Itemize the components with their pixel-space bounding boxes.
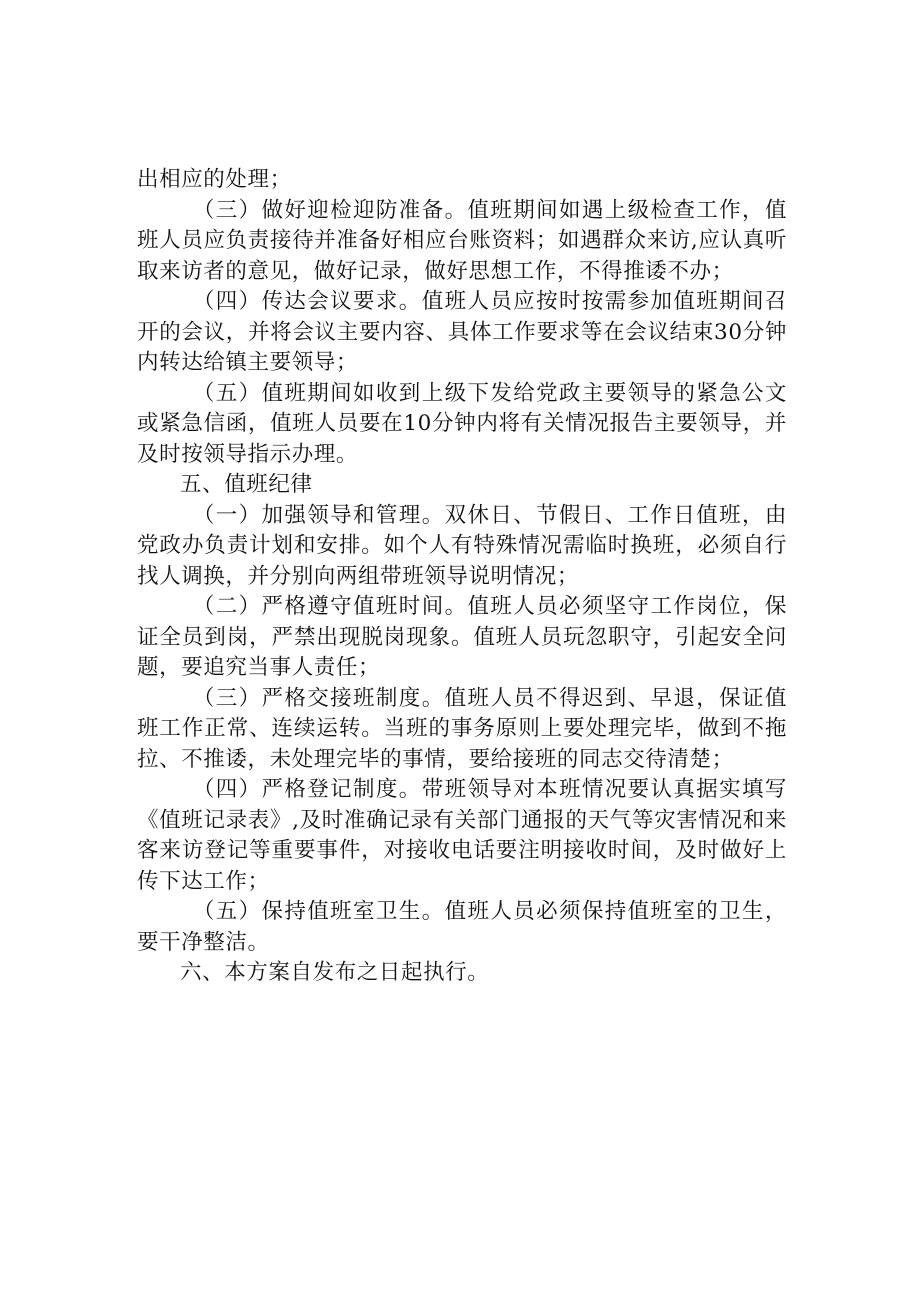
- paragraph-item-registration: （四）严格登记制度。带班领导对本班情况要认真据实填写《值班记录表》,及时准确记录有关部门通报的天气等灾害情况和来客来访登记等重要事件，对接收电话要注明接收时间，及时做好上传下达工作；: [137, 777, 787, 894]
- paragraph-item-urgent-documents: （五）值班期间如收到上级下发给党政主要领导的紧急公文或紧急信函，值班人员要在10分钟内将有关情况报告主要领导，并及时按领导指示办理。: [137, 380, 787, 467]
- paragraph-item-hygiene: （五）保持值班室卫生。值班人员必须保持值班室的卫生，要干净整洁。: [137, 899, 787, 955]
- paragraph-item-convey-meeting: （四）传达会议要求。值班人员应按时按需参加值班期间召开的会议，并将会议主要内容、具体工作要求等在会议结束30分钟内转达给镇主要领导；: [137, 289, 787, 375]
- document-body: [137, 165, 787, 989]
- section-heading-discipline: 五、值班纪律: [180, 472, 313, 497]
- paragraph-item-receive-inspection: （三）做好迎检迎防准备。值班期间如遇上级检查工作，值班人员应负责接待并准备好相应台账资料；如遇群众来访,应认真听取来访者的意见，做好记录，做好思想工作，不得推诿不办；: [137, 197, 787, 284]
- paragraph-item-duty-time: （二）严格遵守值班时间。值班人员必须坚守工作岗位，保证全员到岗，严禁出现脱岗现象。值班人员玩忽职守，引起安全问题，要追究当事人责任；: [137, 594, 787, 680]
- paragraph-item-leadership: （一）加强领导和管理。双休日、节假日、工作日值班，由党政办负责计划和安排。如个人有特殊情况需临时换班，必须自行找人调换，并分别向两组带班领导说明情况；: [137, 502, 787, 589]
- paragraph-item-handover: （三）严格交接班制度。值班人员不得迟到、早退，保证值班工作正常、连续运转。当班的事务原则上要处理完毕，做到不拖拉、不推诿，未处理完毕的事情，要给接班的同志交待清楚；: [137, 685, 787, 772]
- paragraph-continuation: 出相应的处理；: [137, 167, 292, 192]
- section-heading-effective-date: 六、本方案自发布之日起执行。: [180, 960, 490, 985]
